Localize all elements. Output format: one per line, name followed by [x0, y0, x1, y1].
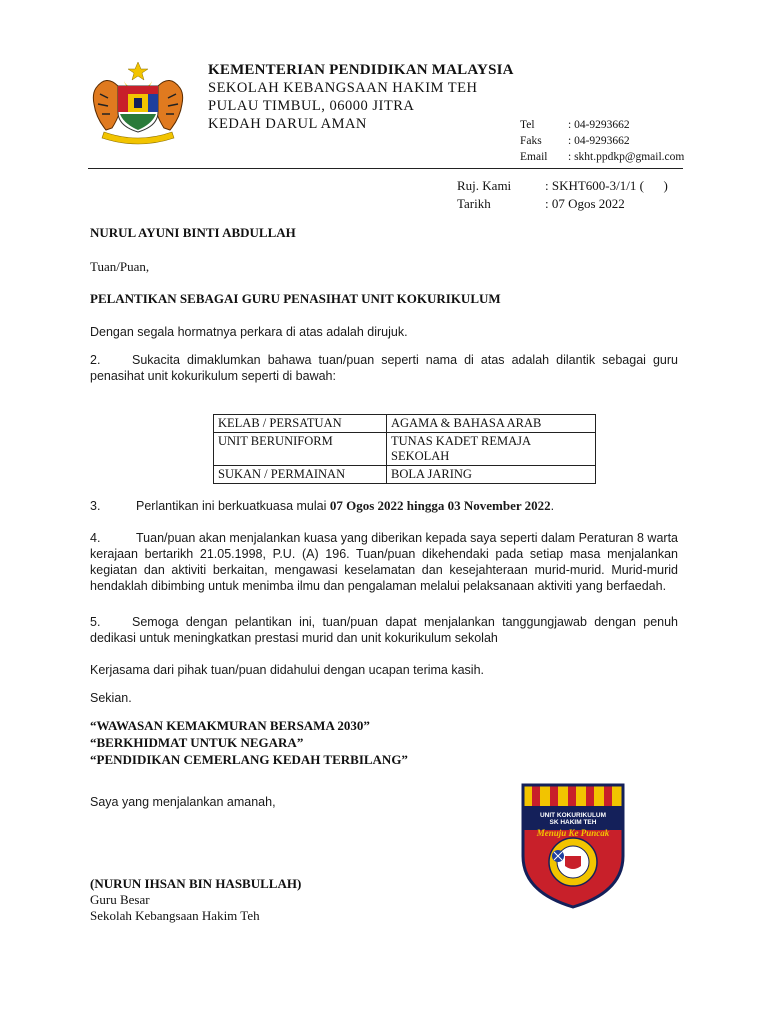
contact-row: [520, 118, 684, 132]
crest-line-1: UNIT KOKURIKULUM: [539, 812, 607, 819]
date-label: Tarikh: [457, 196, 491, 211]
crest-motto: Menuju Ke Puncak: [536, 828, 610, 838]
coat-of-arms-logo: [88, 58, 188, 146]
cocurricular-unit-crest: [520, 782, 626, 910]
salutation: Tuan/Puan,: [90, 259, 150, 274]
subject-heading: PELANTIKAN SEBAGAI GURU PENASIHAT UNIT KOKURIKULUM: [90, 291, 501, 306]
crest-unit-text: [526, 812, 620, 826]
recipient-name: NURUL AYUNI BINTI ABDULLAH: [90, 225, 296, 240]
paragraph-3: [90, 498, 678, 514]
table-row: [214, 466, 596, 484]
unit-category: KELAB / PERSATUAN: [214, 415, 387, 433]
closing-thanks: Kerjasama dari pihak tuan/puan didahului dengan ucapan terima kasih.: [90, 663, 485, 677]
ref-value: : SKHT600-3/1/1 ( ): [545, 178, 668, 193]
unit-category: SUKAN / PERMAINAN: [214, 466, 387, 484]
contact-value: : 04-9293662: [568, 119, 630, 131]
effective-dates: 07 Ogos 2022 hingga 03 November 2022: [329, 498, 551, 513]
sign-intro: Saya yang menjalankan amanah,: [90, 795, 276, 809]
paragraph-4: [90, 530, 678, 594]
contact-label: Faks: [520, 135, 542, 147]
header-divider: [88, 168, 683, 169]
paragraph-text: Semoga dengan pelantikan ini, tuan/puan dapat menjalankan tanggungjawab dengan penuh dedikasi untuk meningkatkan prestasi murid dan unit kokurikulum sekolah: [90, 615, 678, 645]
paragraph-5: [90, 614, 678, 646]
paragraph-number: 2.: [90, 353, 101, 367]
contact-label: Tel: [520, 119, 535, 131]
paragraph-1: Dengan segala hormatnya perkara di atas adalah dirujuk.: [90, 325, 408, 339]
signatory-school: Sekolah Kebangsaan Hakim Teh: [90, 908, 260, 923]
contact-row: [520, 150, 684, 164]
paragraph-number: 5.: [90, 615, 101, 629]
unit-value: TUNAS KADET REMAJA SEKOLAH: [387, 433, 596, 466]
paragraph-number: 4.: [90, 531, 101, 545]
address-line-1: PULAU TIMBUL, 06000 JITRA: [208, 98, 415, 114]
motto-line: “PENDIDIKAN CEMERLANG KEDAH TERBILANG”: [90, 752, 408, 767]
closing-sekian: Sekian.: [90, 691, 132, 705]
paragraph-end: .: [550, 499, 555, 513]
paragraph-text: Sukacita dimaklumkan bahawa tuan/puan seperti nama di atas adalah dilantik sebagai guru penasihat unit kokurikulum seperti di bawah:: [90, 353, 678, 383]
paragraph-number: 3.: [90, 499, 101, 513]
table-row: [214, 433, 596, 466]
school-name: SEKOLAH KEBANGSAAN HAKIM TEH: [208, 80, 478, 96]
contact-block: [518, 116, 686, 166]
reference-block: [455, 176, 670, 214]
crest-line-2: SK HAKIM TEH: [549, 819, 597, 826]
contact-label: Email: [520, 151, 548, 163]
contact-row: [520, 134, 684, 148]
unit-value: BOLA JARING: [387, 466, 596, 484]
ministry-name: KEMENTERIAN PENDIDIKAN MALAYSIA: [208, 62, 514, 78]
contact-value: : 04-9293662: [568, 135, 630, 147]
address-line-2: KEDAH DARUL AMAN: [208, 116, 367, 132]
ref-label: Ruj. Kami: [457, 178, 512, 193]
signatory-title: Guru Besar: [90, 892, 150, 907]
motto-line: “BERKHIDMAT UNTUK NEGARA”: [90, 735, 304, 750]
paragraph-text: Tuan/puan akan menjalankan kuasa yang diberikan kepada saya seperti dalam Peraturan 8 warta kerajaan bertarikh 21.05.1998, P.U. (A) 196. Tuan/puan dikehendaki pada setiap masa menjalankan kegiatan dan aktiviti berkaitan, mengawasi keselamatan dan kesejahteraan murid-murid. Murid-murid hendaklah dibimbing untuk menimba ilmu dan pengalaman melalui pelaksanaan aktiviti yang berfaedah.: [90, 531, 678, 593]
date-value: : 07 Ogos 2022: [545, 196, 625, 211]
paragraph-2: [90, 352, 678, 384]
signatory-name: (NURUN IHSAN BIN HASBULLAH): [90, 876, 302, 891]
table-row: [214, 415, 596, 433]
motto-line: “WAWASAN KEMAKMURAN BERSAMA 2030”: [90, 718, 370, 733]
paragraph-text: Perlantikan ini berkuatkuasa mulai: [136, 499, 330, 513]
contact-value: : skht.ppdkp@gmail.com: [568, 151, 685, 163]
unit-category: UNIT BERUNIFORM: [214, 433, 387, 466]
unit-value: AGAMA & BAHASA ARAB: [387, 415, 596, 433]
units-table: [213, 414, 596, 484]
